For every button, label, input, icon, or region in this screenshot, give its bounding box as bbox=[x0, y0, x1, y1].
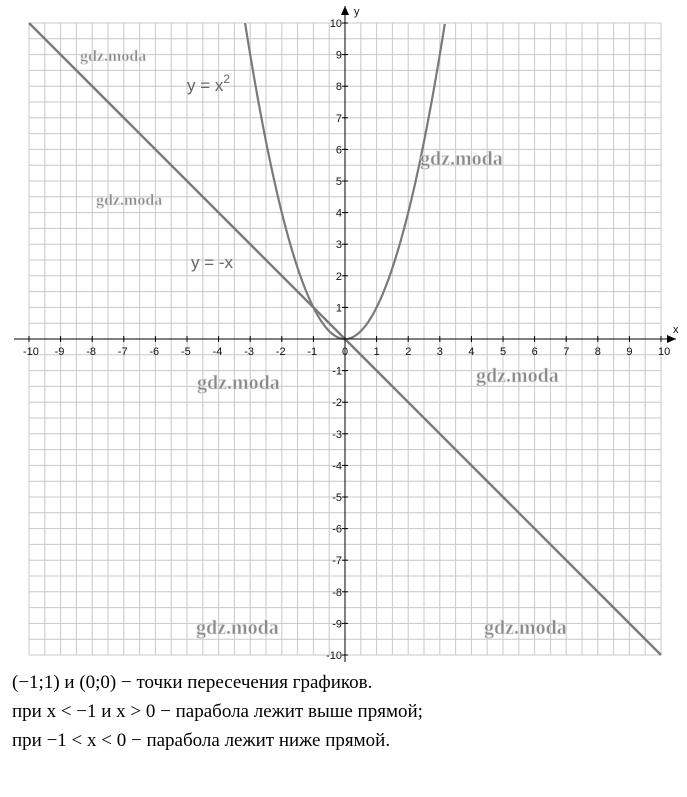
watermark: gdz.moda bbox=[476, 365, 559, 387]
y-tick-label: -9 bbox=[332, 618, 342, 631]
watermark: gdz.moda bbox=[196, 617, 279, 639]
caption-parabola-above: при x < −1 и x > 0 − парабола лежит выше прямой; bbox=[12, 701, 423, 722]
watermark: gdz.moda bbox=[197, 372, 280, 394]
y-tick-label: 6 bbox=[335, 144, 342, 157]
x-tick-label: 5 bbox=[500, 346, 507, 358]
x-tick-label: -7 bbox=[117, 346, 128, 358]
y-tick-label: -10 bbox=[326, 650, 342, 662]
caption-intersections: (−1;1) и (0;0) − точки пересечения графиков. bbox=[12, 672, 373, 693]
y-tick-label: -7 bbox=[332, 555, 342, 568]
x-tick-label: 10 bbox=[658, 346, 671, 358]
watermark: gdz.moda bbox=[80, 48, 147, 65]
parabola-label-text: y = x bbox=[187, 76, 224, 95]
x-tick-label: 3 bbox=[436, 346, 443, 358]
x-tick-label: -8 bbox=[86, 346, 96, 358]
y-tick-label: -1 bbox=[332, 365, 342, 378]
axes bbox=[14, 6, 676, 662]
x-tick-label: 7 bbox=[563, 346, 570, 358]
parabola-label bbox=[187, 72, 230, 95]
caption-parabola-below: при −1 < x < 0 − парабола лежит ниже прямой. bbox=[12, 730, 391, 751]
y-axis-label: y bbox=[354, 6, 360, 18]
x-axis-arrow bbox=[667, 335, 676, 343]
y-tick-label: -4 bbox=[332, 460, 342, 473]
y-tick-label: 1 bbox=[335, 302, 342, 315]
y-tick-label: 3 bbox=[335, 239, 342, 252]
x-tick-label: 6 bbox=[531, 346, 538, 358]
y-axis-arrow bbox=[341, 6, 349, 15]
x-tick-label: 8 bbox=[594, 346, 601, 358]
y-tick-label: -3 bbox=[332, 428, 342, 441]
y-tick-label: 2 bbox=[335, 270, 342, 283]
y-tick-label: -2 bbox=[332, 397, 342, 410]
watermark: gdz.moda bbox=[96, 192, 163, 209]
x-tick-label: -4 bbox=[212, 346, 223, 358]
x-tick-label: -5 bbox=[181, 346, 191, 358]
line-label: y = -x bbox=[191, 253, 234, 272]
x-tick-label: -6 bbox=[149, 346, 160, 358]
y-tick-label: 9 bbox=[335, 49, 342, 62]
watermark: gdz.moda bbox=[484, 617, 567, 639]
x-tick-label: 1 bbox=[373, 346, 380, 358]
y-tick-label: -8 bbox=[332, 586, 342, 599]
y-tick-label: 8 bbox=[335, 81, 342, 94]
y-tick-label: 5 bbox=[335, 176, 342, 188]
y-tick-label: 7 bbox=[335, 112, 342, 125]
x-tick-label: -2 bbox=[275, 346, 286, 358]
caption bbox=[12, 668, 682, 755]
x-tick-label: -10 bbox=[23, 346, 39, 358]
x-tick-label: -9 bbox=[54, 346, 65, 358]
x-tick-label: 0 bbox=[342, 346, 349, 358]
y-tick-label: 4 bbox=[335, 207, 342, 220]
x-tick-label: 4 bbox=[468, 346, 475, 358]
x-tick-label: -1 bbox=[307, 346, 318, 358]
x-tick-label: 9 bbox=[626, 346, 633, 358]
y-tick-label: -5 bbox=[332, 492, 342, 504]
y-tick-label: -6 bbox=[332, 523, 342, 536]
watermark: gdz.moda bbox=[420, 148, 503, 170]
y-tick-label: 10 bbox=[329, 18, 342, 30]
x-tick-label: -3 bbox=[244, 346, 254, 358]
x-tick-label: 2 bbox=[405, 346, 412, 358]
x-axis-label: x bbox=[673, 324, 679, 336]
parabola-label-exponent: 2 bbox=[223, 72, 231, 86]
